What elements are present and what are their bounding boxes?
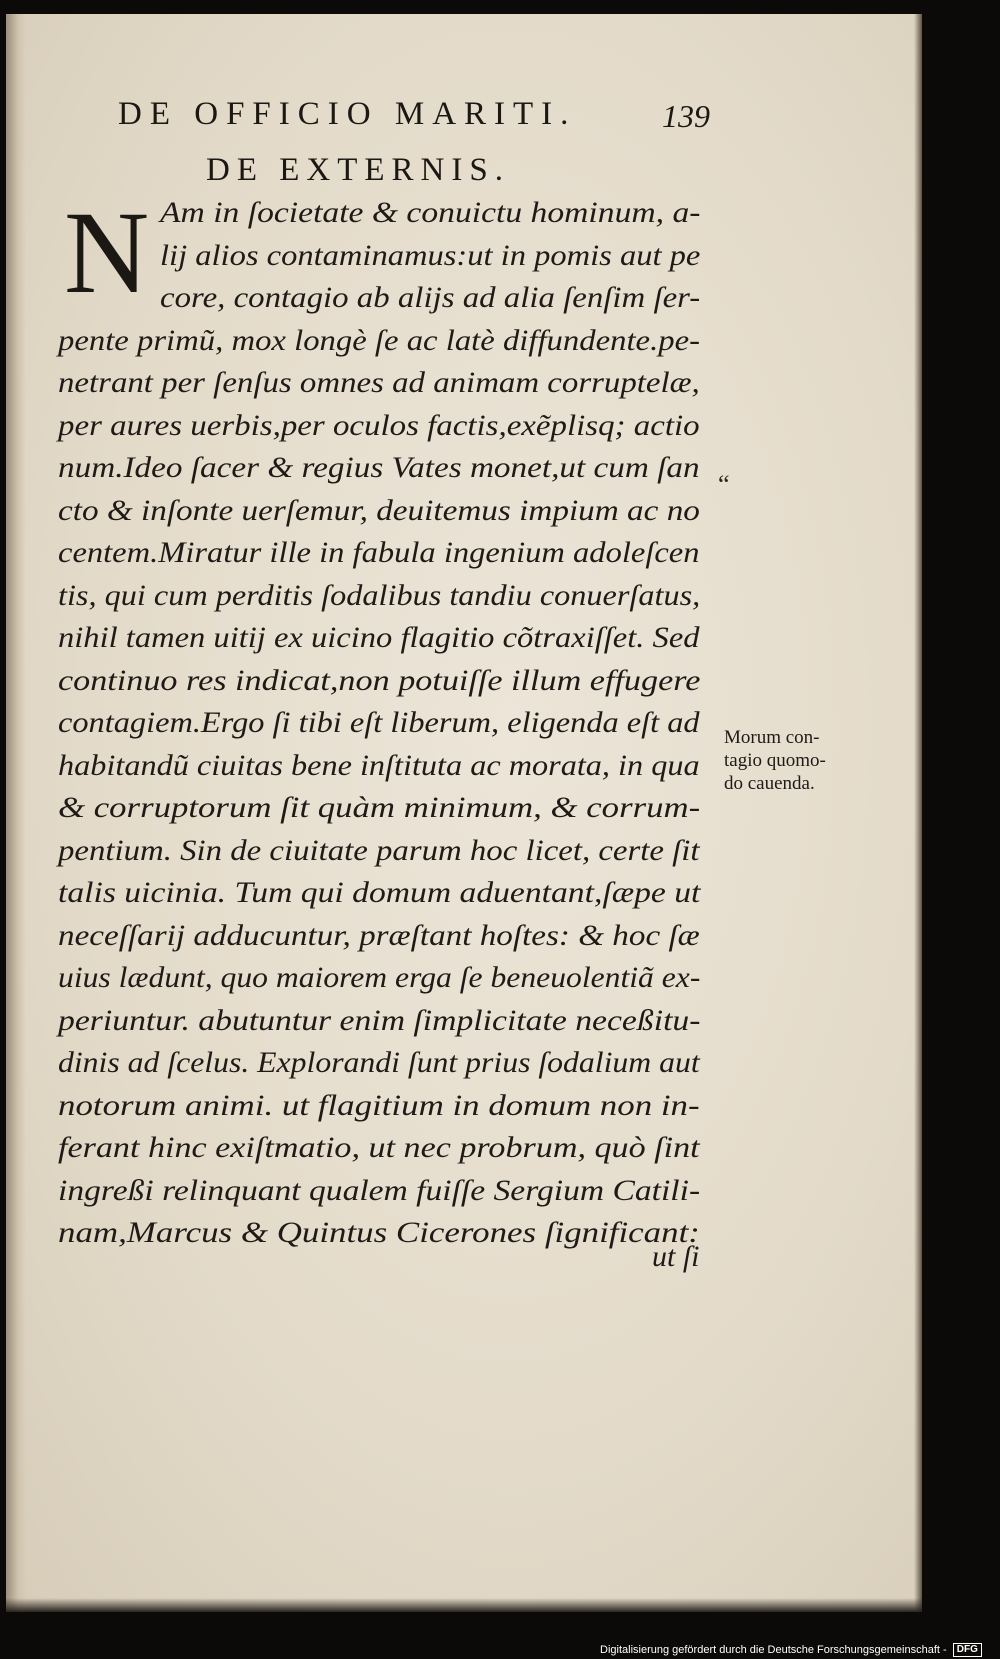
- text-line: lij alios contaminamus:ut in pomis aut pe: [160, 238, 701, 272]
- text-line: continuo res indicat,non potuiſſe illum effugere: [58, 663, 701, 697]
- dfg-logo: DFG: [953, 1643, 982, 1657]
- text-line: num.Ideo ſacer & regius Vates monet,ut cum ſan: [58, 451, 700, 484]
- page-number: 139: [662, 98, 710, 134]
- text-line: pente primũ, mox longè ſe ac latè diffundente.pe-: [58, 323, 700, 357]
- text-line: ferant hinc exiſtmatio, ut nec probrum, quò ſint: [58, 1131, 700, 1164]
- marginal-note-line: Morum con-: [724, 727, 820, 748]
- text-line: & corruptorum ſit quàm minimum, & corrum-: [58, 791, 701, 824]
- text-line: centem.Miratur ille in fabula ingenium adoleſcen: [58, 536, 700, 569]
- text-line: periuntur. abutuntur enim ſimplicitate neceßitu-: [58, 1003, 701, 1037]
- text-line: neceſſarij adducuntur, præſtant hoſtes: & hoc ſæ: [58, 918, 700, 952]
- digitization-credit: [600, 1641, 996, 1659]
- text-line: core, contagio ab alijs ad alia ſenſim ſer-: [160, 281, 701, 314]
- marginal-note-line: do cauenda.: [724, 773, 815, 794]
- text-line: contagiem.Ergo ſi tibi eſt liberum, eligenda eſt ad: [58, 706, 700, 739]
- text-line: tis, qui cum perditis ſodalibus tandiu conuerſatus,: [58, 578, 701, 612]
- margin-quote-mark: “: [718, 470, 730, 499]
- running-head-title: DE OFFICIO MARITI.: [118, 96, 577, 132]
- text-line: Am in ſocietate & conuictu hominum, a-: [160, 196, 701, 229]
- text-line: pentium. Sin de ciuitate parum hoc licet, certe ſit: [58, 833, 700, 867]
- text-line: nihil tamen uitij ex uicino flagitio cõtraxiſſet. Sed: [58, 621, 700, 654]
- text-line: habitandũ ciuitas bene inſtituta ac morata, in qua: [58, 748, 700, 782]
- text-line: netrant per ſenſus omnes ad animam corruptelæ,: [58, 366, 700, 399]
- marginal-note-line: tagio quomo-: [724, 750, 826, 771]
- credit-text: Digitalisierung gefördert durch die Deutsche Forschungsgemeinschaft -: [600, 1644, 947, 1656]
- marginal-note: [724, 726, 874, 795]
- text-line: dinis ad ſcelus. Explorandi ſunt prius ſodalium aut: [58, 1046, 700, 1079]
- text-line: ingreßi relinquant qualem fuiſſe Sergium Catili-: [58, 1173, 701, 1207]
- section-title: DE EXTERNIS.: [206, 152, 510, 188]
- text-line: uius lædunt, quo maiorem erga ſe beneuolentiã ex-: [58, 961, 701, 994]
- text-line: cto & inſonte uerſemur, deuitemus impium ac no: [58, 493, 700, 527]
- catchword: ut ſi: [652, 1240, 700, 1273]
- text-line: talis uicinia. Tum qui domum aduentant,ſæpe ut: [58, 876, 701, 909]
- text-line: nam,Marcus & Quintus Cicerones ſignificant:: [58, 1216, 700, 1249]
- text-line: per aures uerbis,per oculos factis,exẽplisq; actio: [58, 408, 700, 442]
- text-line: notorum animi. ut flagitium in domum non in-: [58, 1088, 700, 1122]
- drop-cap-initial: N: [64, 187, 150, 318]
